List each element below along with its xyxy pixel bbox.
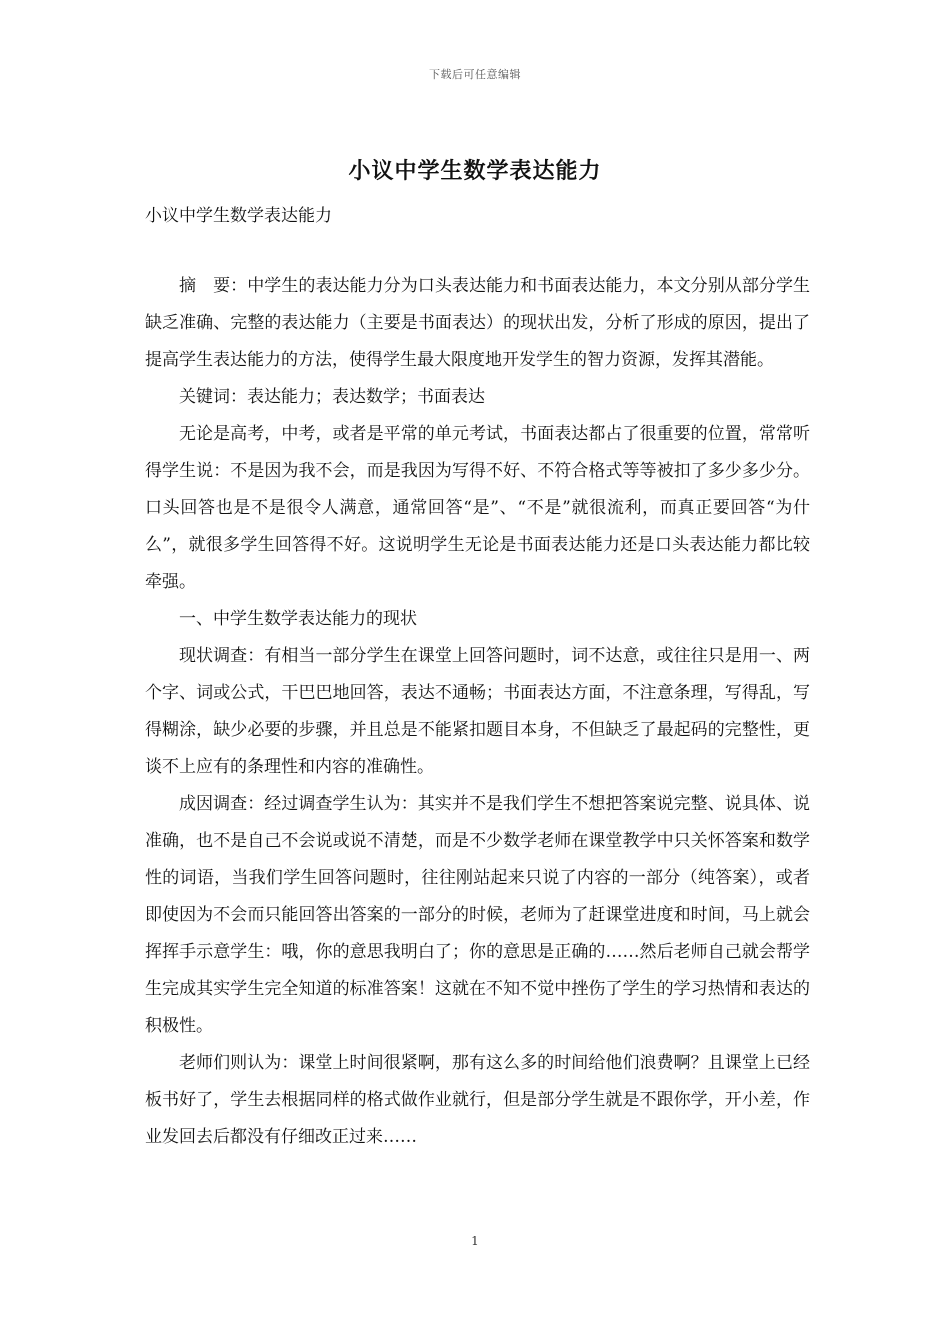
abstract-paragraph: 摘 要：中学生的表达能力分为口头表达能力和书面表达能力，本文分别从部分学生缺乏准确、完整的表达能力（主要是书面表达）的现状出发，分析了形成的原因，提出了提高学生表达能力的方法，使得学生最大限度地开发学生的智力资源，发挥其潜能。 — [145, 276, 810, 370]
document-title: 小议中学生数学表达能力 — [348, 159, 602, 184]
page-header: 下载后可任意编辑 — [429, 68, 521, 81]
document-body — [145, 268, 810, 1156]
body-paragraph: 无论是高考，中考，或者是平常的单元考试，书面表达都占了很重要的位置，常常听得学生说：不是因为我不会，而是我因为写得不好、不符合格式等等被扣了多少多少分。口头回答也是不是很令人满意，通常回答“是”、“不是”就很流利，而真正要回答“为什么”，就很多学生回答得不好。这说明学生无论是书面表达能力还是口头表达能力都比较牵强。 — [145, 424, 810, 592]
page-number: 1 — [471, 1234, 479, 1248]
body-paragraph: 现状调查：有相当一部分学生在课堂上回答问题时，词不达意，或往往只是用一、两个字、词或公式，干巴巴地回答，表达不通畅；书面表达方面，不注意条理，写得乱，写得糊涂，缺少必要的步骤，并且总是不能紧扣题目本身，不但缺乏了最起码的完整性，更谈不上应有的条理性和内容的准确性。 — [145, 646, 810, 777]
body-paragraph: 老师们则认为：课堂上时间很紧啊，那有这么多的时间给他们浪费啊？且课堂上已经板书好了，学生去根据同样的格式做作业就行，但是部分学生就是不跟你学，开小差，作业发回去后都没有仔细改正过来…… — [145, 1053, 810, 1147]
section-heading: 一、中学生数学表达能力的现状 — [179, 609, 417, 629]
body-paragraph: 成因调查：经过调查学生认为：其实并不是我们学生不想把答案说完整、说具体、说准确，也不是自己不会说或说不清楚，而是不少数学老师在课堂教学中只关怀答案和数学性的词语，当我们学生回答问题时，往往刚站起来只说了内容的一部分（纯答案），或者即使因为不会而只能回答出答案的一部分的时候，老师为了赶课堂进度和时间，马上就会挥挥手示意学生：哦，你的意思我明白了；你的意思是正确的……然后老师自己就会帮学生完成其实学生完全知道的标准答案！这就在不知不觉中挫伤了学生的学习热情和表达的积极性。 — [145, 794, 810, 1036]
keywords-paragraph: 关键词：表达能力；表达数学；书面表达 — [179, 387, 485, 407]
document-subtitle: 小议中学生数学表达能力 — [145, 206, 332, 226]
